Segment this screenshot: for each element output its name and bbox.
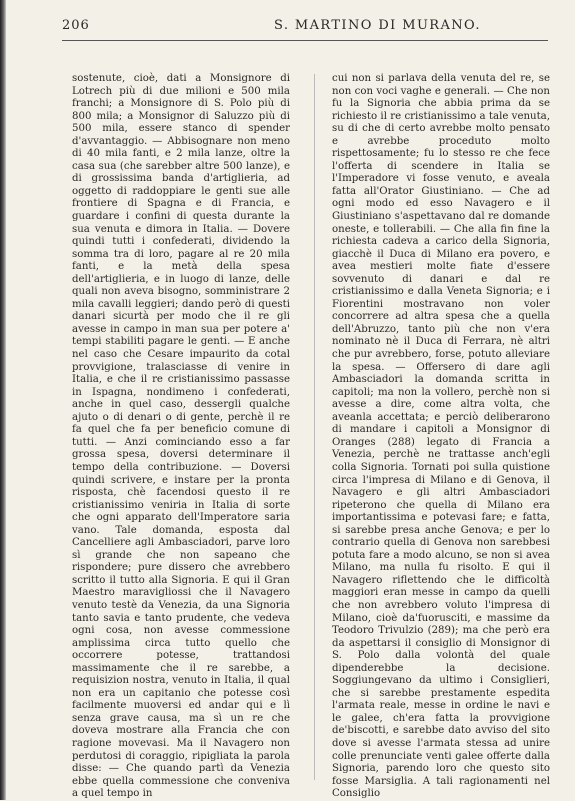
- right-column-text: cui non si parlava della venuta del re, se non con voci vaghe e generali. — Che non fu la Signoria che abbia prima da se richiesto il re cristianissimo a tale venuta, su di che di certo avrebbe molto pensato e avrebbe proceduto molto rispettosamente; fu lo stesso re che fece l'offerta di scendere in Italia se l'Imperadore vi fosse venuto, e aveala fatta all'Orator Giustiniano. — Che ad ogni modo ed esso Navagero e il Giustiniano s'aspettavano dal re domande oneste, e tollerabili. — Che alla fin fine la richiesta cadeva a carico della Signoria, giacchè il Duca di Milano era povero, e avea mestieri molte fiate d'essere sovvenuto di danari e dal re cristianissimo e dalla Veneta Signoria; e i Fiorentini mostravano non voler concorrere ad altra spesa che a quella dell'Abruzzo, tanto più che non v'era nominato nè il Duca di Ferrara, nè altri che pur avrebbero, forse, potuto alleviare la spesa. — Offersero di dare agli Ambasciadori la domanda scritta in capitoli; ma non la vollero, perchè non si avesse a dire, come altra volta, che aveanla accettata; e perciò deliberarono di mandare i capitoli a Monsignor di Oranges (288) legato di Francia a Venezia, perchè ne trattasse anch'egli colla Signoria. Tornati poi sulla quistione circa l'impresa di Milano e di Genova, il Navagero e gli altri Ambasciadori ripeterono che quella di Milano era importantissima e potevasi fare; e fatta, si sarebbe presa anche Genova; e per lo contrario quella di Genova non sarebbesi potuta fare a modo alcuno, se non si avea Milano, ma nulla fu risolto. E qui il Navagero riflettendo che le difficoltà maggiori eran messe in campo da quelli che non avrebbero voluto l'impresa di Milano, cioè da'fuorusciti, e massime da Teodoro Trivulzio (289); ma che però era da aspettarsi il consiglio di Monsignor di S. Polo dalla volontà del quale dipenderebbe la decisione. Soggiungevano da ultimo i Consiglieri, che si sarebbe prestamente espedita l'armata reale, messe in ordine le navi e le galee, ch'era fatta la provvigione de'biscotti, e sarebbe dato avviso del sito dove si avesse l'armata stessa ad unire colle prenunciate venti galee offerte dalla Signoria, parendo loro che questo sito fosse Marsiglia. A tali ragionamenti nel Consiglio: [332, 73, 550, 800]
- right-column: [332, 73, 550, 801]
- page-header: [62, 18, 548, 36]
- column-separator: [314, 74, 315, 780]
- header-rule: [62, 40, 548, 41]
- left-column: [72, 73, 290, 801]
- left-column-text: sostenute, cioè, dati a Monsignore di Lotrech più di due milioni e 500 mila franchi; a Monsignore di S. Polo più di 800 mila; a Monsignor di Saluzzo più di 500 mila, essere stanco di spender d'avvantaggio. — Abbisognare non meno di 40 mila fanti, e 2 mila lanze, oltre la casa sua (che sarebber altre 500 lanze), e di grossissima banda d'artiglieria, ad oggetto di raddoppiare le genti sue alle frontiere di Spagna e di Francia, e guardare i confini di questa durante la sua venuta e dimora in Italia. — Dovere quindi tutti i confederati, dividendo la somma tra di loro, pagare al re 20 mila fanti, e la metà della spesa dell'artiglieria, e in luogo di lanze, delle quali non aveva bisogno, somministrare 2 mila cavalli leggieri; dando però di questi danari sicurtà per modo che il re gli avesse in campo in man sua per potere a' tempi stabiliti pagare le genti. — E anche nel caso che Cesare impaurito da cotal provvigione, tralasciasse di venire in Italia, e che il re cristianissimo passasse in Ispagna, nondimeno i confederati, anche in quel caso, dessergli qualche ajuto o di denari o di gente, perchè il re fa quel che fa per beneficio comune di tutti. — Anzi cominciando esso a far grossa spesa, doversi determinare il tempo della contribuzione. — Doversi quindi scrivere, e instare per la pronta risposta, chè facendosi questo il re cristianissimo veniria in Italia di sorte che ogni apparato dell'Imperatore saria vano. Tale domanda, esposta dal Cancelliere agli Ambasciadori, parve loro sì grande che non sapeano che rispondere; pure dissero che avrebbero scritto il tutto alla Signoria. E qui il Gran Maestro maravigliossi che il Navagero venuto testè da Venezia, da una Signoria tanto savia e tanto prudente, che vedeva ogni cosa, non avesse commessione amplissima circa tutto quello che occorrere potesse, trattandosi massimamente che il re sarebbe, a requisizion nostra, venuto in Italia, il qual non era un capitanio che potesse così facilmente muoversi ed andar qui e lì senza grave causa, ma sì un re che doveva mostrare alla Francia che con ragione movevasi. Ma il Navagero non perdutosi di coraggio, ripigliata la parola disse: — Che quando partì da Venezia ebbe quella commessione che conveniva a quel tempo in: [72, 73, 290, 800]
- running-title: S. MARTINO DI MURANO.: [274, 18, 481, 33]
- page-number: 206: [62, 18, 90, 33]
- page-edge-shadow: [0, 0, 6, 800]
